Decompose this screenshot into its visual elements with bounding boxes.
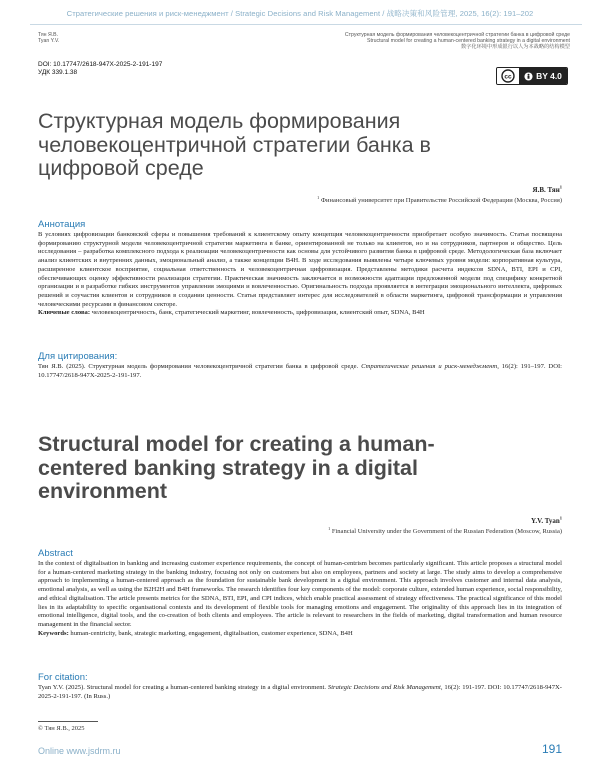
author-en-name: Y.V. Tyan	[531, 517, 560, 525]
cc-icon	[497, 68, 519, 84]
journal-header: Стратегические решения и риск-менеджмент / Strategic Decisions and Risk Management / 战略决策和风险管理, 2025, 16(2): 191–202	[66, 9, 534, 18]
doi[interactable]: DOI: 10.17747/2618-947X-2025-2-191-197	[38, 61, 163, 68]
keywords-ru: человекоцентричность, банк, стратегический маркетинг, вовлеченность, цифровизация, клиентский опыт, SDNA, B4H	[90, 309, 425, 317]
abstract-ru-text: В условиях цифровизации банковской сферы и повышения требований к клиентскому опыту концепция человекоцентричности приобретает особую значимость. Статья посвящена формированию структурной модели человекоцентричной стратегии маркетинга в банке, ориентированной не только на клиентов, но и на сотрудников, партнеров и общество. Цель исследования – разработка комплексного подхода к реализации человекоцентричности как основы для устойчивого развития банка в цифровой среде. Методологическая база включает анализ клиентских и внутренних данных, эмоциональный анализ, а также концепции B4H. В ходе исследования выявлены четыре ключевых уровня модели: корпоративная культура, расширенное клиентское восприятие, социальная ответственность и человекоцентричная цифровизация. Представлены методики расчета индексов SDNA, BTI, EPI и CPI, обеспечивающих оценку эффективности реализации стратегии. Практическая значимость заключается в возможности адаптации предложенной модели под специфику конкретной организации и в разработке гибких инструментов управления эмоциями и вовлеченностью. Оригинальность подхода проявляется в интеграции эмоционального интеллекта, цифровых решений и соучастия клиентов и сотрудников в создании ценности. Статья представляет интерес для исследователей в области маркетинга, цифровой трансформации и управления человеческими ресурсами в финансовом секторе.	[38, 231, 562, 308]
citation-en-text: Tyan Y.V. (2025). Structural model for creating a human-centered banking strategy in a digital environment.	[38, 684, 328, 691]
running-author-ru: Тян Я.В.	[38, 32, 59, 38]
keywords-en: human-centricity, bank, strategic marketing, engagement, digitalisation, customer experience, SDNA, B4H	[68, 629, 353, 637]
author-ru-sup: 1	[559, 184, 562, 190]
person-icon	[524, 72, 533, 81]
page-number: 191	[541, 742, 562, 756]
author-en	[531, 517, 562, 525]
abstract-ru	[38, 231, 562, 318]
citation-ru-tail: , 16(2): 191–197. DOI: 10.17747/2618-947X-2025-2-191-197.	[38, 363, 562, 379]
article-identifiers	[38, 61, 162, 77]
citation-ru-journal: Стратегические решения и риск-менеджмент	[361, 363, 498, 370]
running-title-zh: 数字化环境中形成银行以人为本战略的结构模型	[461, 44, 570, 51]
running-title-en: Structural model for creating a human-centered banking strategy in a digital environment	[367, 38, 570, 45]
running-author-en: Tyan Y.V.	[38, 38, 60, 44]
footnote-rule	[38, 721, 98, 722]
affiliation-ru-sup: 1	[317, 194, 320, 200]
author-ru	[533, 186, 562, 194]
copyright: © Тян Я.В., 2025	[38, 725, 85, 732]
author-en-sup: 1	[559, 515, 562, 521]
running-author	[38, 32, 59, 44]
affiliation-en-sup: 1	[328, 525, 331, 531]
running-title-ru: Структурная модель формирования человекоцентричной стратегии банка в цифровой среде	[344, 32, 570, 38]
citation-en	[38, 684, 562, 701]
citation-en-journal: Strategic Decisions and Risk Management	[327, 684, 441, 691]
keywords-label-ru: Ключевые слова:	[38, 309, 91, 317]
license-text: BY 4.0	[536, 71, 562, 81]
article-title-ru: Структурная модель формирования человекоцентричной стратегии банка в цифровой среде	[38, 109, 431, 180]
affiliation-en-text: Financial University under the Government of the Russian Federation (Moscow, Russia)	[331, 528, 562, 535]
affiliation-ru	[317, 194, 562, 204]
license-label	[519, 68, 567, 84]
affiliation-ru-text: Финансовый университет при Правительстве Российской Федерации (Москва, Россия)	[320, 197, 562, 204]
running-title	[345, 32, 570, 51]
license-badge[interactable]	[496, 67, 568, 85]
keywords-label-en: Keywords:	[38, 629, 69, 637]
header-rule	[30, 24, 582, 25]
article-title-en: Structural model for creating a human-centered banking strategy in a digital environment	[38, 432, 435, 503]
journal-website[interactable]: Online www.jsdrm.ru	[38, 746, 121, 756]
abstract-heading-en: Abstract	[38, 548, 73, 559]
citation-en-tail: , 16(2): 191-197. DOI: 10.17747/2618-947X-2025-2-191-197. (In Russ.)	[38, 684, 562, 700]
citation-ru	[38, 363, 562, 380]
citation-heading-ru: Для цитирования:	[38, 351, 118, 362]
affiliation-en	[328, 525, 562, 535]
citation-ru-text: Тян Я.В. (2025). Структурная модель формирования человекоцентричной стратегии банка в цифровой среде.	[38, 363, 362, 370]
abstract-en	[38, 560, 562, 638]
svg-text:cc: cc	[504, 73, 512, 81]
abstract-heading-ru: Аннотация	[38, 219, 86, 230]
abstract-en-text: In the context of digitalisation in banking and increasing customer experience requirements, the concept of human-centrism becomes particularly significant. This article proposes a structural model for a human-centered marketing strategy in the banking industry, focusing not only on customers but also on employees, partners and society at large. The study aims to develop a comprehensive approach to implementing a human-centered approach as the foundation for sustainable bank development in a digital environment. This approach involves customer and internal data analysis, emotional analysis, as well as using the B2H2H and B4H frameworks. The research identifies four key components of the model: corporate culture, extended human experience, social responsibility, and ethical digitalisation. The article presents metrics for the SDNA, BTI, EPI, and CPI indices, which enable practical assessment of strategy effectiveness. The practical significance of this model lies in its adaptability to specific organisational contexts and its development of flexible tools for managing emotions and engagement. The originality of this approach lies in its integration of emotional intelligence, digital tools, and the co-creation of both clients and employees. The article is relevant to researchers in the fields of marketing, digital transformation and human resource management in the financial sector.	[38, 560, 562, 628]
citation-heading-en: For citation:	[38, 672, 88, 683]
author-ru-name: Я.В. Тян	[532, 186, 560, 194]
udc: УДК 339.1.38	[38, 69, 78, 77]
